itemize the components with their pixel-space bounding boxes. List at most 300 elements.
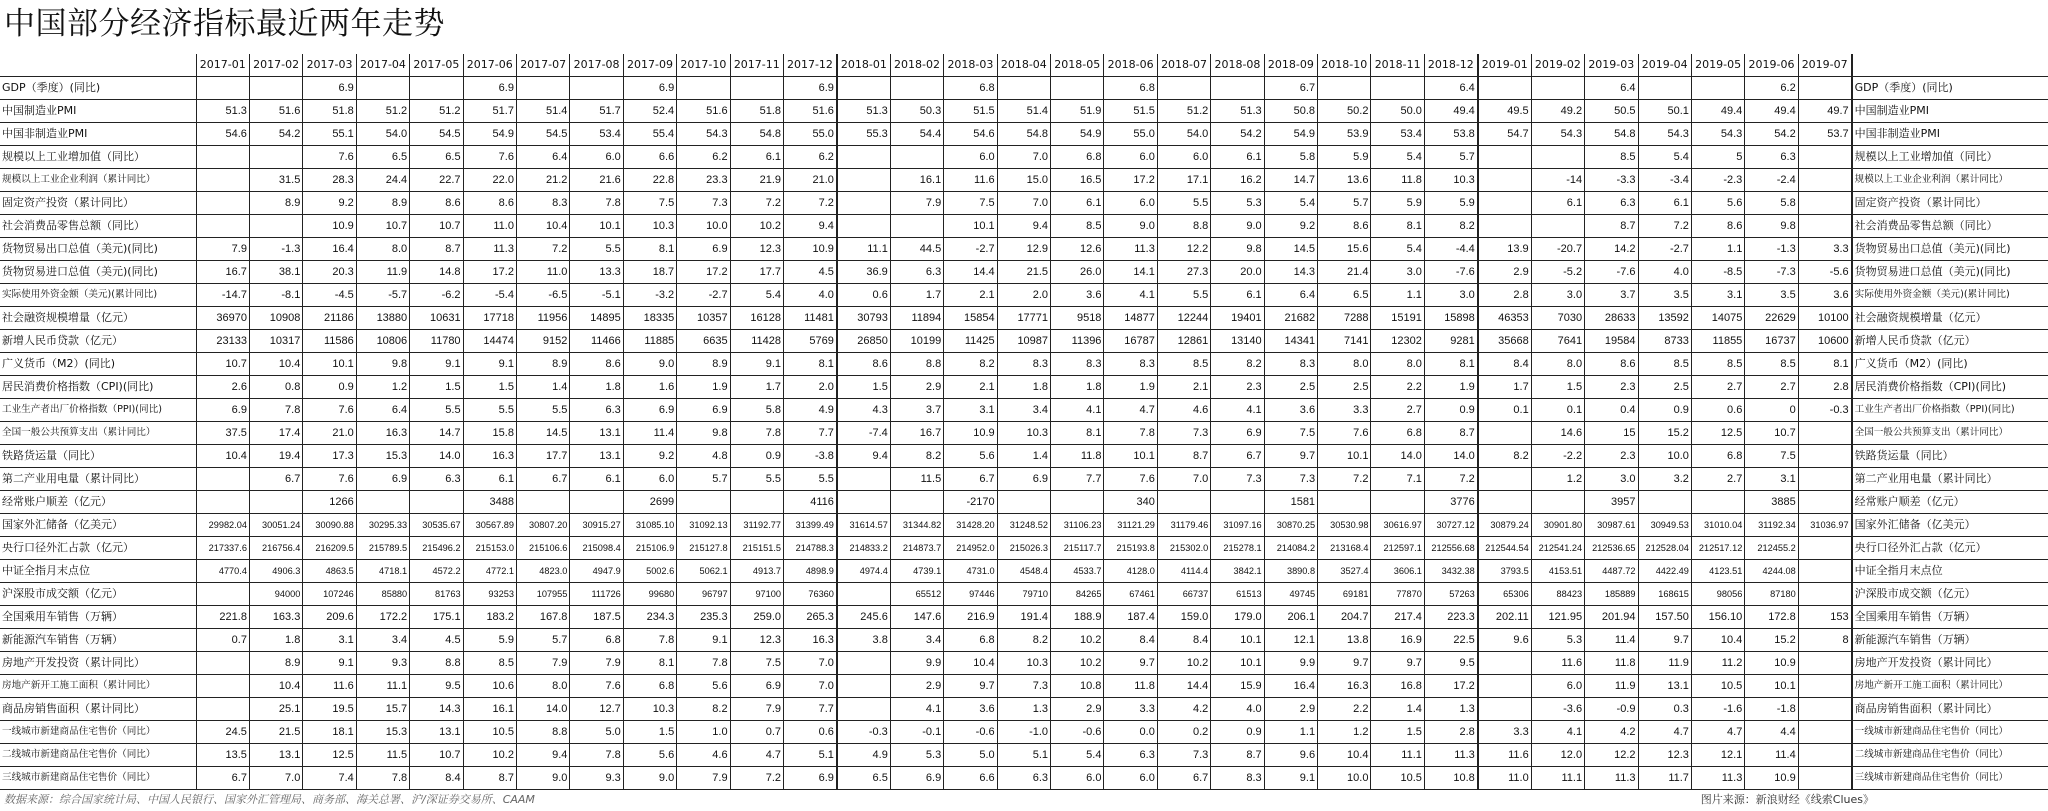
table-cell: 55.1 [303, 123, 356, 146]
table-cell: 107246 [303, 583, 356, 606]
table-cell: 8.9 [249, 192, 302, 215]
table-cell: 4.6 [1157, 399, 1210, 422]
table-cell: 11.9 [356, 261, 409, 284]
header-row [0, 54, 2048, 77]
month-header: 2019-05 [1691, 54, 1744, 77]
table-cell: 5.8 [1264, 146, 1317, 169]
table-cell: 10.7 [410, 744, 463, 767]
table-cell: 7.0 [784, 652, 837, 675]
table-cell: 4153.51 [1531, 560, 1584, 583]
table-cell: 2.9 [890, 675, 943, 698]
row-label-right: 规模以上工业增加值（同比） [1852, 146, 2048, 169]
table-cell: 157.50 [1638, 606, 1691, 629]
table-cell: 6.3 [1585, 192, 1638, 215]
table-cell: -3.8 [784, 445, 837, 468]
table-cell: 4898.9 [784, 560, 837, 583]
table-cell [1798, 192, 1851, 215]
table-cell [1691, 77, 1744, 100]
table-row [0, 583, 2048, 606]
table-cell: 7.5 [730, 652, 783, 675]
table-cell: 10199 [890, 330, 943, 353]
table-cell: 9.9 [890, 652, 943, 675]
table-cell: 22.5 [1424, 629, 1477, 652]
table-cell: 54.8 [1585, 123, 1638, 146]
table-cell: 7.2 [784, 192, 837, 215]
table-cell: 4533.7 [1051, 560, 1104, 583]
table-cell: 1.1 [1691, 238, 1744, 261]
table-cell: 7.8 [356, 767, 409, 790]
row-label-right: 沪深股市成交额（亿元） [1852, 583, 2048, 606]
table-cell: -7.6 [1424, 261, 1477, 284]
table-cell: 6.7 [1157, 767, 1210, 790]
table-row [0, 514, 2048, 537]
table-cell: 4.7 [1638, 721, 1691, 744]
table-cell: 185889 [1585, 583, 1638, 606]
table-cell: 6.3 [997, 767, 1050, 790]
table-cell: 7.3 [1211, 468, 1264, 491]
table-cell: 4422.49 [1638, 560, 1691, 583]
table-cell: 9.6 [1478, 629, 1531, 652]
table-cell: 53.4 [1371, 123, 1424, 146]
table-cell: 212556.68 [1424, 537, 1477, 560]
table-cell: 8.6 [410, 192, 463, 215]
table-cell: 22.8 [623, 169, 676, 192]
month-header: 2017-09 [623, 54, 676, 77]
table-cell: 10908 [249, 307, 302, 330]
table-cell: 79710 [997, 583, 1050, 606]
table-cell [1798, 146, 1851, 169]
month-header: 2017-03 [303, 54, 356, 77]
table-cell: 5.8 [730, 399, 783, 422]
table-cell: 5.5 [1157, 284, 1210, 307]
table-cell: 8.0 [356, 238, 409, 261]
table-cell: 24.4 [356, 169, 409, 192]
table-cell: 16.2 [1211, 169, 1264, 192]
table-cell: 10.4 [1318, 744, 1371, 767]
table-cell: 2.1 [944, 284, 997, 307]
table-cell [1478, 491, 1531, 514]
month-header: 2018-01 [837, 54, 890, 77]
table-cell: 4.8 [677, 445, 730, 468]
table-cell: 3793.5 [1478, 560, 1531, 583]
table-cell: 2.7 [1745, 376, 1798, 399]
table-cell: 8.4 [410, 767, 463, 790]
table-cell: -6.2 [410, 284, 463, 307]
table-cell: 54.6 [196, 123, 249, 146]
table-cell: 3.6 [1264, 399, 1317, 422]
table-cell [249, 215, 302, 238]
table-cell: 217.4 [1371, 606, 1424, 629]
table-cell: 1.5 [1371, 721, 1424, 744]
table-cell: 4.2 [1585, 721, 1638, 744]
table-cell: 51.3 [1211, 100, 1264, 123]
row-label-right: 商品房销售面积（累计同比） [1852, 698, 2048, 721]
table-cell [1798, 698, 1851, 721]
table-cell: 13.1 [1638, 675, 1691, 698]
table-cell: 11.0 [1478, 767, 1531, 790]
table-cell: 17.1 [1157, 169, 1210, 192]
row-label-right: 新增人民币贷款（亿元） [1852, 330, 2048, 353]
table-cell: 51.8 [303, 100, 356, 123]
table-cell: 49.7 [1798, 100, 1851, 123]
table-cell: 10.2 [1051, 652, 1104, 675]
table-cell: 51.4 [997, 100, 1050, 123]
table-cell [1478, 192, 1531, 215]
table-cell: 3.7 [890, 399, 943, 422]
table-cell: 31399.49 [784, 514, 837, 537]
table-row [0, 100, 2048, 123]
row-label-right: 规模以上工业企业利润（累计同比） [1852, 169, 2048, 192]
table-cell: -0.1 [890, 721, 943, 744]
month-header: 2018-07 [1157, 54, 1210, 77]
table-cell [1157, 491, 1210, 514]
table-cell: 5.4 [1371, 146, 1424, 169]
table-cell: 12.0 [1531, 744, 1584, 767]
table-cell: 187.4 [1104, 606, 1157, 629]
table-row [0, 468, 2048, 491]
table-cell: 16.1 [890, 169, 943, 192]
table-cell: 8.0 [1371, 353, 1424, 376]
table-row [0, 606, 2048, 629]
table-cell: 15.3 [356, 721, 409, 744]
table-cell [1211, 77, 1264, 100]
table-cell [1478, 675, 1531, 698]
table-cell: 3776 [1424, 491, 1477, 514]
table-cell: 4.1 [1051, 399, 1104, 422]
table-cell: 28.3 [303, 169, 356, 192]
table-cell: 2.1 [1157, 376, 1210, 399]
table-cell: 14.0 [1424, 445, 1477, 468]
table-cell: 340 [1104, 491, 1157, 514]
table-cell: 206.1 [1264, 606, 1317, 629]
table-cell: 10.1 [303, 353, 356, 376]
table-cell: 8.7 [1424, 422, 1477, 445]
table-row [0, 123, 2048, 146]
table-cell: 10.5 [1691, 675, 1744, 698]
table-cell: 4487.72 [1585, 560, 1638, 583]
table-cell: 0.6 [1691, 399, 1744, 422]
table-cell: 11586 [303, 330, 356, 353]
table-cell: 9.0 [516, 767, 569, 790]
table-cell: 31.5 [249, 169, 302, 192]
table-cell: 1.8 [570, 376, 623, 399]
table-cell: 3.3 [1104, 698, 1157, 721]
table-cell: 10600 [1798, 330, 1851, 353]
table-cell [1478, 215, 1531, 238]
table-cell: 31097.16 [1211, 514, 1264, 537]
month-header: 2018-02 [890, 54, 943, 77]
table-row [0, 537, 2048, 560]
table-cell: 14341 [1264, 330, 1317, 353]
table-cell: 6.3 [570, 399, 623, 422]
table-cell: 6.3 [1104, 744, 1157, 767]
table-cell: 7.0 [997, 192, 1050, 215]
table-cell: 10.4 [1691, 629, 1744, 652]
table-cell: 1.5 [837, 376, 890, 399]
row-label: 全国乘用车销售（万辆） [0, 606, 196, 629]
table-cell: 16.7 [890, 422, 943, 445]
table-cell: 5.7 [677, 468, 730, 491]
table-cell: 1.4 [997, 445, 1050, 468]
table-cell: 69181 [1318, 583, 1371, 606]
table-cell: 6.0 [1051, 767, 1104, 790]
table-cell [356, 491, 409, 514]
table-cell [837, 146, 890, 169]
table-cell: 7.4 [303, 767, 356, 790]
table-cell: 10.7 [196, 353, 249, 376]
row-label: 中证全指月末点位 [0, 560, 196, 583]
table-cell: 1.4 [516, 376, 569, 399]
table-cell: 2.3 [1585, 376, 1638, 399]
table-cell: 4123.51 [1691, 560, 1744, 583]
table-cell: 11.1 [1371, 744, 1424, 767]
table-cell: -1.3 [1745, 238, 1798, 261]
table-cell: 8.9 [677, 353, 730, 376]
table-cell: 17.2 [463, 261, 516, 284]
table-cell: 31179.46 [1157, 514, 1210, 537]
table-cell [837, 583, 890, 606]
table-cell: 14.7 [1264, 169, 1317, 192]
table-cell [837, 675, 890, 698]
table-cell: 8.0 [516, 675, 569, 698]
table-cell: 245.6 [837, 606, 890, 629]
table-cell: 5.4 [1371, 238, 1424, 261]
row-label: 货物贸易出口总值（美元)(同比) [0, 238, 196, 261]
table-cell: 8.4 [1104, 629, 1157, 652]
table-cell: 51.6 [677, 100, 730, 123]
table-cell: 10987 [997, 330, 1050, 353]
table-cell: 7.8 [570, 744, 623, 767]
table-cell [1478, 77, 1531, 100]
table-cell: -14 [1531, 169, 1584, 192]
table-cell: 10.8 [1051, 675, 1104, 698]
table-cell: 202.11 [1478, 606, 1531, 629]
row-label-right: 固定资产投资（累计同比） [1852, 192, 2048, 215]
table-cell: 11.0 [516, 261, 569, 284]
table-cell: 11466 [570, 330, 623, 353]
table-cell: 214833.2 [837, 537, 890, 560]
table-cell: -14.7 [196, 284, 249, 307]
table-row [0, 169, 2048, 192]
table-cell [1798, 583, 1851, 606]
table-cell: 4.6 [677, 744, 730, 767]
table-cell: 11.1 [1531, 767, 1584, 790]
table-cell: 3.0 [1424, 284, 1477, 307]
table-cell: 7.6 [570, 675, 623, 698]
table-cell: 6.1 [1211, 146, 1264, 169]
table-cell [1531, 77, 1584, 100]
table-cell: 14.0 [1371, 445, 1424, 468]
row-label-right: 国家外汇储备（亿美元） [1852, 514, 2048, 537]
table-cell [1318, 77, 1371, 100]
table-cell: 6.9 [623, 399, 676, 422]
table-cell: -4.4 [1424, 238, 1477, 261]
table-cell: 1.5 [410, 376, 463, 399]
table-cell: 10.8 [1424, 767, 1477, 790]
table-cell: 14.7 [410, 422, 463, 445]
table-cell: 5769 [784, 330, 837, 353]
table-cell: 8.1 [623, 652, 676, 675]
table-cell: -0.6 [1051, 721, 1104, 744]
table-cell: 15.6 [1318, 238, 1371, 261]
table-cell: 7.6 [303, 468, 356, 491]
table-cell [196, 698, 249, 721]
table-cell: 15.9 [1211, 675, 1264, 698]
table-cell: 3.6 [1051, 284, 1104, 307]
table-cell: 54.6 [944, 123, 997, 146]
table-cell: 12.9 [997, 238, 1050, 261]
table-cell: 51.7 [570, 100, 623, 123]
table-cell: 9.2 [623, 445, 676, 468]
table-cell: 31344.82 [890, 514, 943, 537]
table-cell: 1.2 [356, 376, 409, 399]
month-header: 2017-05 [410, 54, 463, 77]
table-cell: 54.8 [730, 123, 783, 146]
table-cell: 13.5 [196, 744, 249, 767]
table-cell: 11.3 [1585, 767, 1638, 790]
table-cell: 4.4 [1745, 721, 1798, 744]
table-cell: 5 [1691, 146, 1744, 169]
table-cell: 31010.04 [1691, 514, 1744, 537]
table-row [0, 744, 2048, 767]
table-cell: 44.5 [890, 238, 943, 261]
table-cell: 9518 [1051, 307, 1104, 330]
table-cell: 31248.52 [997, 514, 1050, 537]
table-cell: 10.0 [1638, 445, 1691, 468]
table-cell: 8.7 [463, 767, 516, 790]
table-cell: 54.9 [1051, 123, 1104, 146]
row-label: 房地产新开工施工面积（累计同比） [0, 675, 196, 698]
table-cell: 4.9 [784, 399, 837, 422]
table-cell: 10.9 [944, 422, 997, 445]
table-cell: 8.1 [784, 353, 837, 376]
table-cell: 4.1 [890, 698, 943, 721]
table-cell: 7.2 [1424, 468, 1477, 491]
table-cell: 52.4 [623, 100, 676, 123]
table-cell: 10.7 [356, 215, 409, 238]
table-cell: 6.1 [1051, 192, 1104, 215]
table-cell: 10317 [249, 330, 302, 353]
table-cell: -0.6 [944, 721, 997, 744]
table-cell: 11.9 [1638, 652, 1691, 675]
table-cell [677, 491, 730, 514]
table-cell: 16787 [1104, 330, 1157, 353]
table-cell: 2.0 [997, 284, 1050, 307]
table-cell: 8.0 [1531, 353, 1584, 376]
table-cell: 8.9 [356, 192, 409, 215]
table-cell: 29982.04 [196, 514, 249, 537]
table-cell: 8.7 [410, 238, 463, 261]
table-cell: 14075 [1691, 307, 1744, 330]
table-cell: 51.9 [1051, 100, 1104, 123]
table-cell: 94000 [249, 583, 302, 606]
row-label: 广义货币（M2）(同比) [0, 353, 196, 376]
table-cell: 10.9 [303, 215, 356, 238]
table-cell: 3.4 [997, 399, 1050, 422]
table-cell: 10.1 [1211, 652, 1264, 675]
table-cell: 84265 [1051, 583, 1104, 606]
table-cell: 10806 [356, 330, 409, 353]
table-cell: 50.8 [1264, 100, 1317, 123]
table-row [0, 215, 2048, 238]
table-cell: 10.1 [1318, 445, 1371, 468]
table-cell: 6.7 [944, 468, 997, 491]
table-cell: 259.0 [730, 606, 783, 629]
table-cell: 14.3 [410, 698, 463, 721]
table-cell [837, 698, 890, 721]
row-label: 新增人民币贷款（亿元） [0, 330, 196, 353]
table-row [0, 192, 2048, 215]
table-cell: 6.1 [1531, 192, 1584, 215]
table-row [0, 146, 2048, 169]
table-cell [1478, 146, 1531, 169]
table-cell [997, 491, 1050, 514]
table-cell: -1.3 [249, 238, 302, 261]
table-cell: 4.0 [784, 284, 837, 307]
table-cell: 12.6 [1051, 238, 1104, 261]
table-cell: 8.8 [1157, 215, 1210, 238]
table-cell [1051, 491, 1104, 514]
table-cell: 7.2 [516, 238, 569, 261]
month-header: 2018-12 [1424, 54, 1477, 77]
table-cell: 14.3 [1264, 261, 1317, 284]
table-cell: 168615 [1638, 583, 1691, 606]
table-cell: 2.3 [1585, 445, 1638, 468]
table-cell: 10.1 [944, 215, 997, 238]
table-cell: 10.4 [249, 353, 302, 376]
table-cell: 6.0 [570, 146, 623, 169]
table-cell: 11.4 [623, 422, 676, 445]
table-cell: 16737 [1745, 330, 1798, 353]
table-cell: 4718.1 [356, 560, 409, 583]
row-label-right: 第二产业用电量（累计同比） [1852, 468, 2048, 491]
table-cell: 5.6 [944, 445, 997, 468]
row-label-right: 经常账户顺差（亿元） [1852, 491, 2048, 514]
table-cell: 8.5 [463, 652, 516, 675]
table-cell: 14.5 [516, 422, 569, 445]
table-cell: 5.5 [516, 399, 569, 422]
table-cell: 8.1 [1371, 215, 1424, 238]
table-cell: 11.3 [1691, 767, 1744, 790]
table-cell: 2.8 [1798, 376, 1851, 399]
table-cell: 54.7 [1478, 123, 1531, 146]
table-cell: -5.4 [463, 284, 516, 307]
table-cell [1798, 560, 1851, 583]
table-cell: 30090.88 [303, 514, 356, 537]
table-cell: 201.94 [1585, 606, 1638, 629]
table-cell: 10.4 [944, 652, 997, 675]
table-row [0, 675, 2048, 698]
page-title: 中国部分经济指标最近两年走势 [4, 6, 445, 42]
table-cell: 4.3 [837, 399, 890, 422]
table-cell: 16.5 [1051, 169, 1104, 192]
table-cell: 5.4 [730, 284, 783, 307]
row-label-right: 工业生产者出厂价格指数（PPI)(同比) [1852, 399, 2048, 422]
table-cell: 65306 [1478, 583, 1531, 606]
table-cell: 50.0 [1371, 100, 1424, 123]
table-cell: 19.4 [249, 445, 302, 468]
table-cell [196, 583, 249, 606]
table-cell: 4772.1 [463, 560, 516, 583]
table-cell: 2.0 [784, 376, 837, 399]
table-cell: 22.0 [463, 169, 516, 192]
table-cell [1371, 491, 1424, 514]
table-cell: 0.9 [1211, 721, 1264, 744]
table-cell: 7.8 [249, 399, 302, 422]
table-cell: -5.1 [570, 284, 623, 307]
table-cell [1157, 77, 1210, 100]
table-cell: 54.8 [997, 123, 1050, 146]
